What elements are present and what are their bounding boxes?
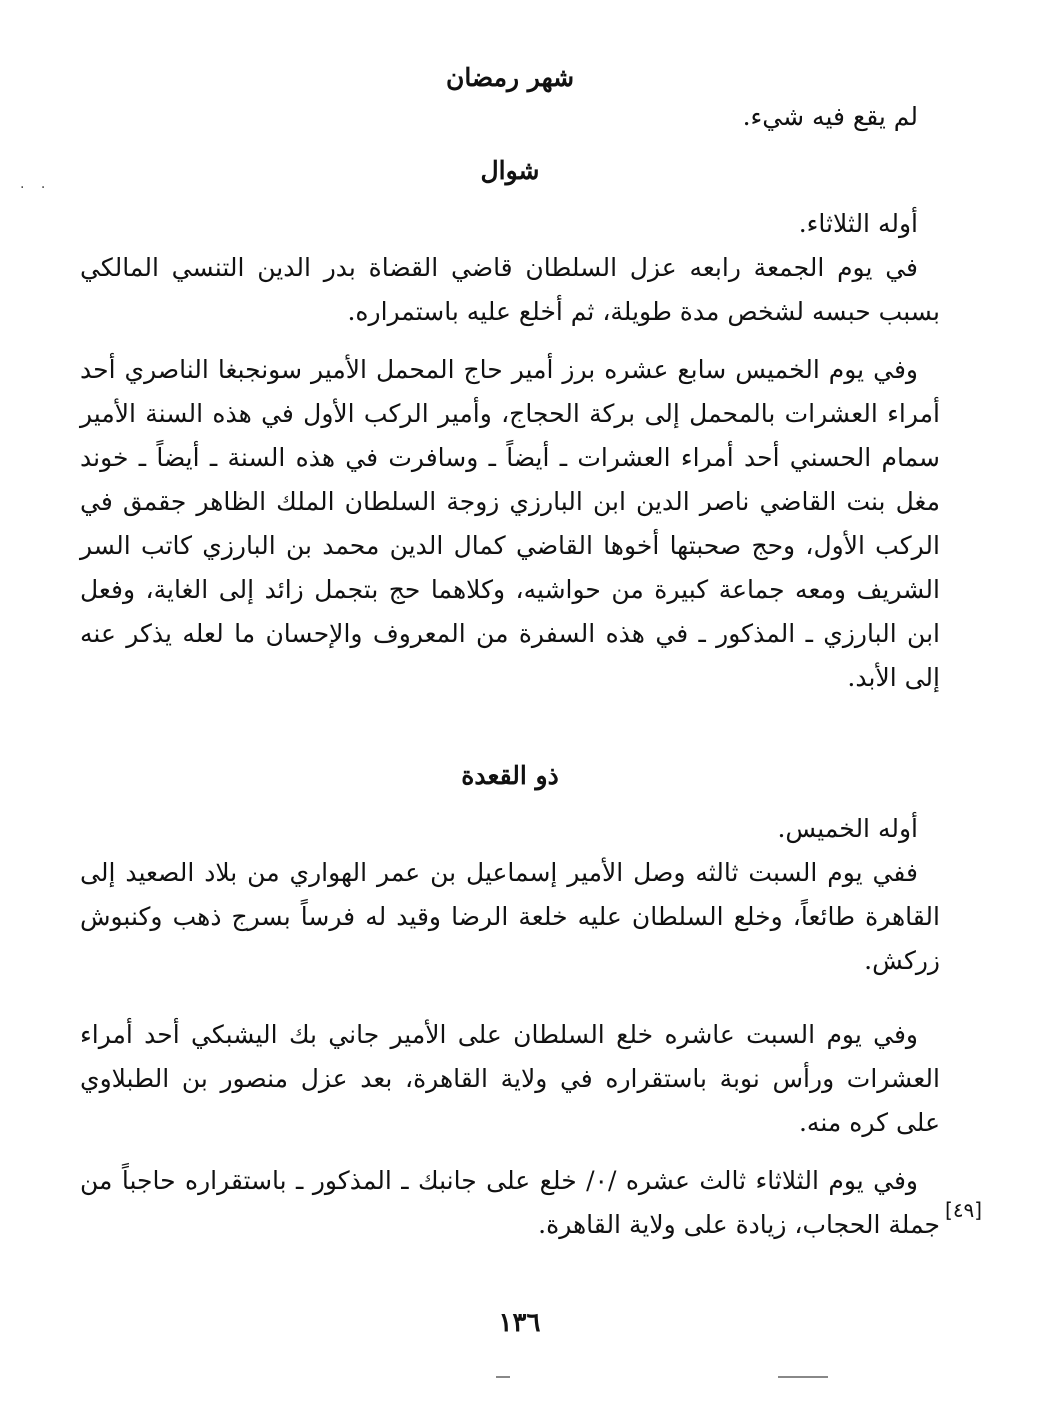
- section-heading-shawwal: شوال: [480, 156, 540, 185]
- dhul-qada-paragraph-3: وفي يوم الثلاثاء ثالث عشره /٠/ خلع على جانبك ـ المذكور ـ باستقراره حاجباً من جملة الحجاب، زيادة على ولاية القاهرة.: [80, 1166, 940, 1239]
- section-heading-ramadan: شهر رمضان: [445, 63, 575, 92]
- shawwal-paragraph-2: وفي يوم الخميس سابع عشره برز أمير حاج المحمل الأمير سونجبغا الناصري أحد أمراء العشرات بالمحمل إلى بركة الحجاج، وأمير الركب الأول في هذه السنة الأمير سمام الحسني أحد أمراء العشرات ـ أيضاً ـ وسافرت في هذه السنة ـ أيضاً ـ خوند مغل بنت القاضي ناصر الدين ابن البارزي زوجة السلطان الملك الظاهر جقمق في الركب الأول، وحج صحبتها أخوها القاضي كمال الدين محمد بن البارزي كاتب السر الشريف ومعه جماعة كبيرة من حواشيه، وكلاهما حج بتجمل زائد إلى الغاية، وفعل ابن البارزي ـ المذكور ـ في هذه السفرة من المعروف والإحسان ما لعله يذكر عنه إلى الأبد.: [80, 355, 940, 692]
- footer-dash-center: [496, 1376, 510, 1378]
- margin-folio-marker: [٤٩]: [945, 1198, 983, 1222]
- page-number: ١٣٦: [498, 1308, 541, 1338]
- shawwal-first-day: أوله الثلاثاء.: [798, 209, 918, 238]
- section-heading-dhul-qada: ذو القعدة: [461, 761, 559, 790]
- ramadan-text: لم يقع فيه شيء.: [742, 102, 918, 131]
- footer-dash-right: [778, 1376, 828, 1378]
- margin-dots: · ·: [20, 180, 52, 196]
- dhul-qada-paragraph-2: وفي يوم السبت عاشره خلع السلطان على الأمير جاني بك اليشبكي أحد أمراء العشرات ورأس نوبة باستقراره في ولاية القاهرة، بعد عزل منصور بن الطبلاوي على كره منه.: [80, 1020, 940, 1137]
- dhul-qada-paragraph-1: ففي يوم السبت ثالثه وصل الأمير إسماعيل بن عمر الهواري من بلاد الصعيد إلى القاهرة طائعاً، وخلع السلطان عليه خلعة الرضا وقيد له فرساً بسرج ذهب وكنبوش زركش.: [80, 858, 940, 975]
- document-page: [80, 60, 940, 1247]
- shawwal-paragraph-1: في يوم الجمعة رابعه عزل السلطان قاضي القضاة بدر الدين التنسي المالكي بسبب حبسه لشخص مدة طويلة، ثم أخلع عليه باستمراره.: [80, 253, 940, 326]
- dhul-qada-first-day: أوله الخميس.: [777, 814, 918, 843]
